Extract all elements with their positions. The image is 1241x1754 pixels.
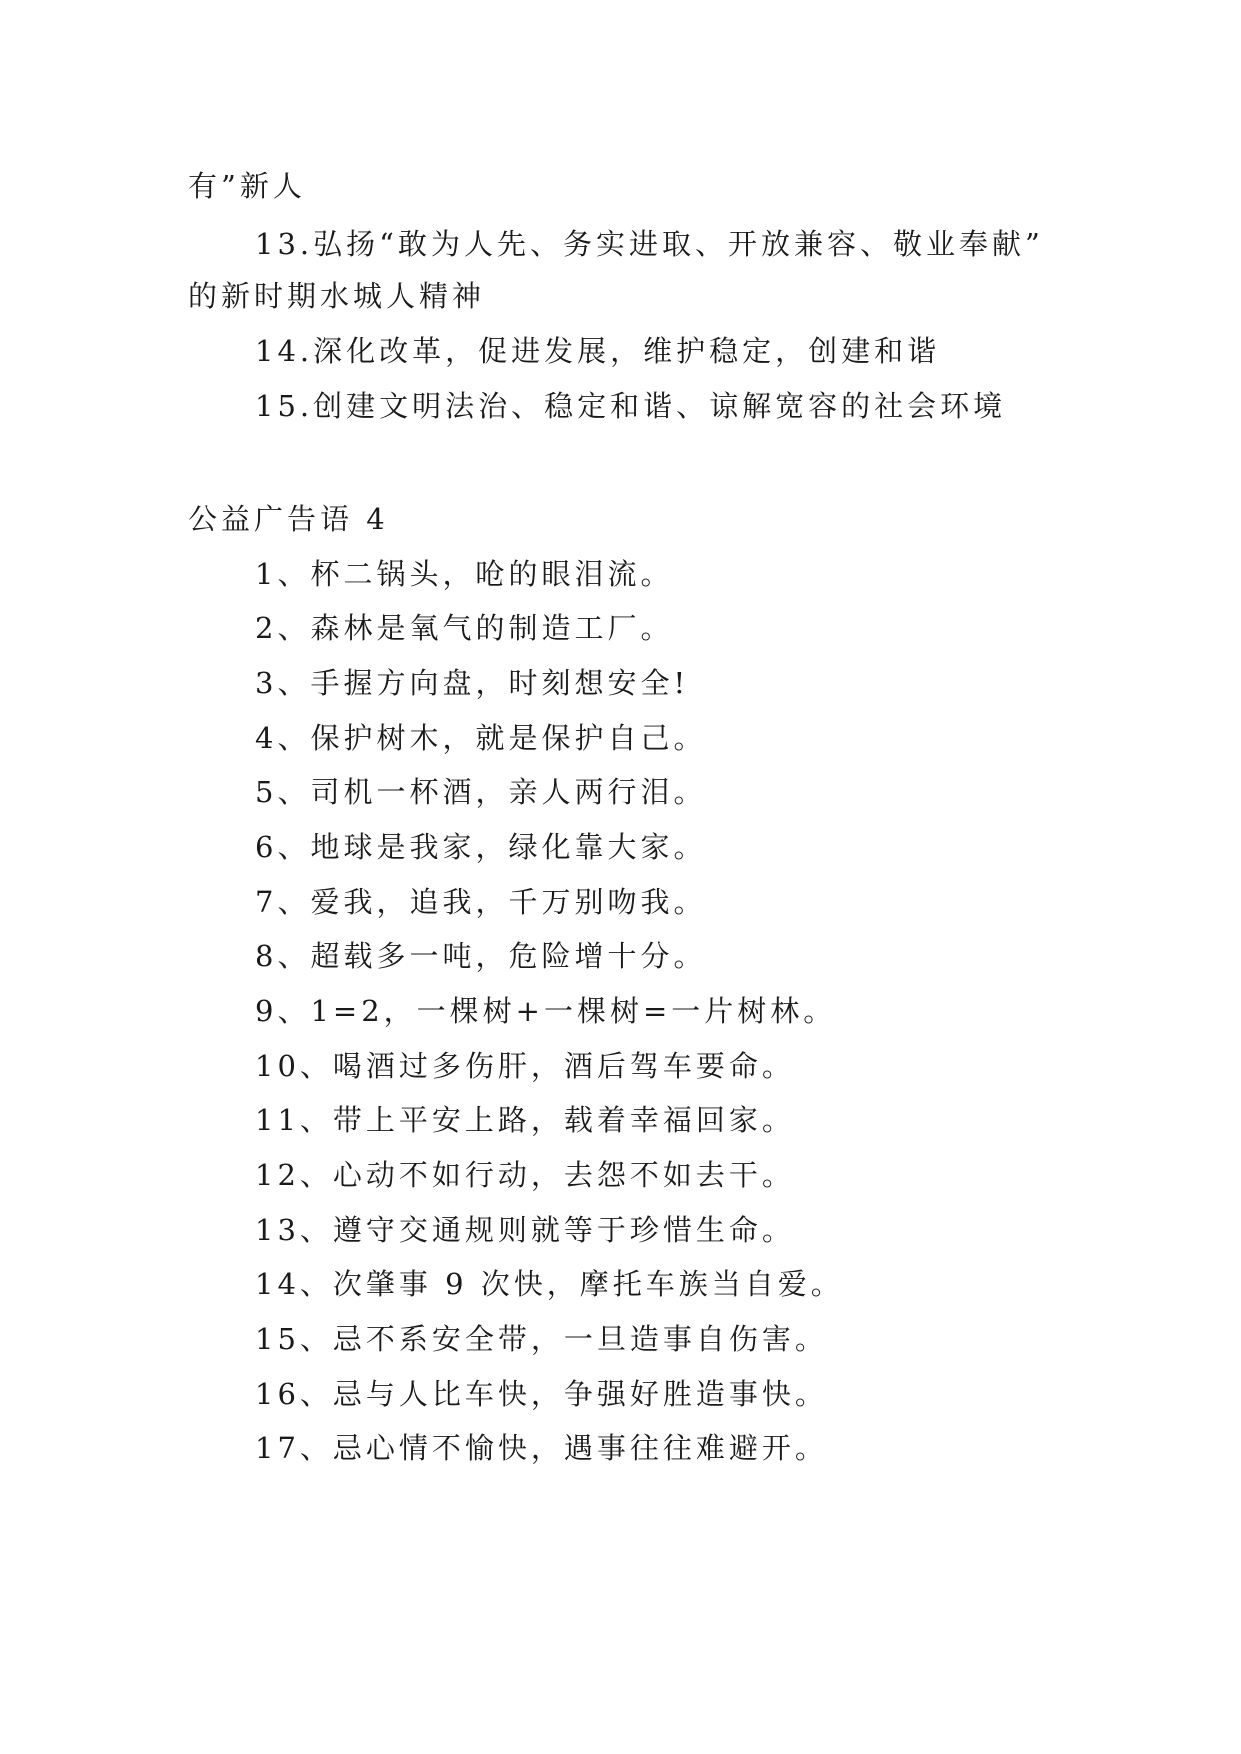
- list-item: 2、森林是氧气的制造工厂。: [255, 611, 674, 645]
- section-heading: 公益广告语 4: [188, 502, 389, 536]
- list-item: 8、超载多一吨，危险增十分。: [255, 939, 707, 973]
- list-item-continuation: 的新时期水城人精神: [188, 279, 486, 313]
- list-item: 14、次肇事 9 次快，摩托车族当自爱。: [255, 1267, 844, 1301]
- list-item: 16、忌与人比车快，争强好胜造事快。: [255, 1377, 828, 1411]
- list-item: 15.创建文明法治、稳定和谐、谅解宽容的社会环境: [255, 389, 1007, 423]
- list-item: 3、手握方向盘，时刻想安全!: [255, 666, 690, 700]
- continuation-line: 有”新人: [188, 169, 306, 203]
- list-item: 11、带上平安上路，载着幸福回家。: [255, 1103, 795, 1137]
- list-item: 14.深化改革，促进发展，维护稳定，创建和谐: [255, 334, 941, 368]
- list-item: 13.弘扬“敢为人先、务实进取、开放兼容、敬业奉献”: [255, 227, 1044, 261]
- list-item: 10、喝酒过多伤肝，酒后驾车要命。: [255, 1049, 795, 1083]
- list-item: 5、司机一杯酒，亲人两行泪。: [255, 775, 707, 809]
- list-item: 9、1=2，一棵树+一棵树=一片树林。: [255, 994, 837, 1028]
- list-item: 12、心动不如行动，去怨不如去干。: [255, 1158, 795, 1192]
- list-item: 17、忌心情不愉快，遇事往往难避开。: [255, 1431, 828, 1465]
- list-item: 7、爱我，追我，千万别吻我。: [255, 885, 707, 919]
- list-item: 13、遵守交通规则就等于珍惜生命。: [255, 1213, 795, 1247]
- list-item: 15、忌不系安全带，一旦造事自伤害。: [255, 1322, 828, 1356]
- list-item: 6、地球是我家，绿化靠大家。: [255, 830, 707, 864]
- list-item: 1、杯二锅头，呛的眼泪流。: [255, 557, 674, 591]
- list-item: 4、保护树木，就是保护自己。: [255, 721, 707, 755]
